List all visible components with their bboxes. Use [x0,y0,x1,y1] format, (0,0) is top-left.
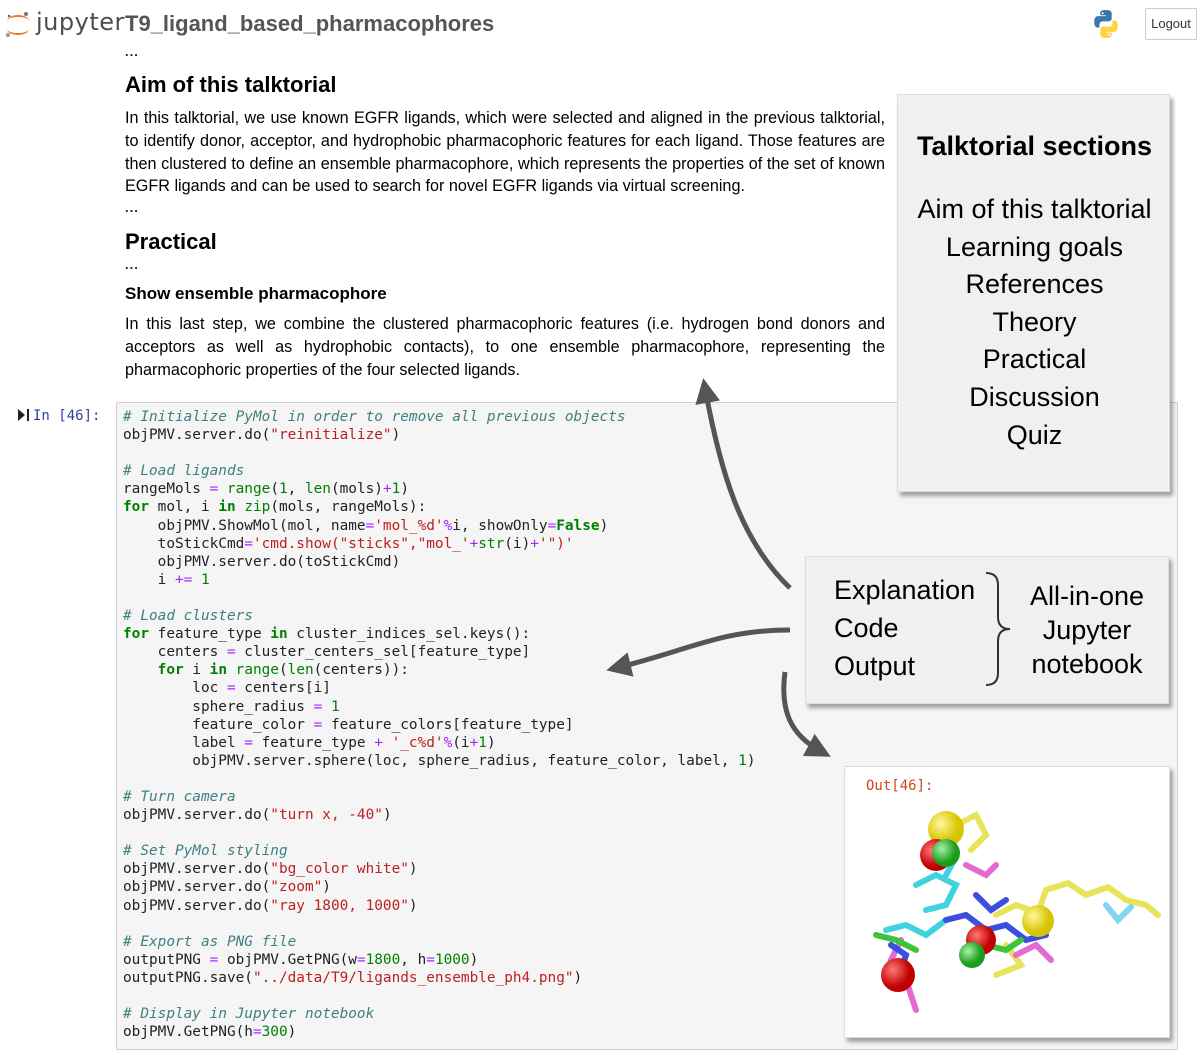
cell-type-output: Output [834,651,916,681]
all-in-one-line3: notebook [1031,649,1143,679]
section-item-practical: Practical [982,344,1087,375]
cell-type-list [834,571,975,685]
show-ensemble-heading: Show ensemble pharmacophore [125,284,387,303]
code-editor[interactable]: # Initialize PyMol in order to remove all previous objects objPMV.server.do("reinitialize") # Load ligands rangeMols = range(1, len(mols)+1) for mol, i in zip(mols, rangeMols): objPMV.ShowMol(mol, name='mol_%d'%i, showOnly=False) toStickCmd='cmd.show("sticks","mol_'+str(i)+'")' objPMV.server.do(toStickCmd) i += 1 # Load clusters for feature_type in cluster_indices_sel.keys(): centers = cluster_centers_sel[feature_type] for i in range(len(centers)): loc = centers[i] sphere_radius = 1 feature_color = feature_colors[feature_type] label = feature_type + '_c%d'%(i+1) objPMV.server.sphere(loc, sphere_radius, feature_color, label, 1) # Turn camera objPMV.server.do("turn x, -40") # Set PyMol styling objPMV.server.do("bg_color white") objPMV.server.do("zoom") objPMV.server.do("ray 1800, 1000") # Export as PNG file outputPNG = objPMV.GetPNG(w=1800, h=1000) outputPNG.save("../data/T9/ligands_ensemble_ph4.png") # Display in Jupyter notebook objPMV.GetPNG(h=300) [123,409,756,1041]
ellipsis: ... [125,44,139,59]
practical-heading: Practical [125,229,217,254]
acceptor-sphere [881,958,915,992]
aim-heading: Aim of this talktorial [125,72,337,97]
ensemble-pharmacophore-image [846,795,1168,1035]
jupyter-brand[interactable]: jupyter [36,8,125,36]
section-item-learning-goals: Learning goals [945,231,1124,262]
sections-list [898,191,1171,454]
aim-paragraph: In this talktorial, we use known EGFR ligands, which were selected and aligned in the previous talktorial, to identify donor, acceptor, and hydrophobic pharmacophoric features for each ligand. Those features are then clustered to define an ensemble pharmacophore, which represents the properties of the set of known EGFR ligands and can be used to search for novel EGFR ligands via virtual screening. [125,109,885,196]
section-item-aim: Aim of this talktorial [917,194,1152,224]
logout-button[interactable]: Logout [1145,8,1197,40]
notebook-structure-box [805,556,1169,704]
cell-type-code: Code [834,613,899,643]
jupyter-logo-icon[interactable] [4,10,32,40]
donor-sphere [959,942,985,968]
output-prompt: Out[46]: [866,778,934,794]
section-item-references: References [965,269,1104,300]
right-brace-icon [984,571,1014,687]
section-item-theory: Theory [992,306,1077,337]
all-in-one-line2: Jupyter [1042,615,1132,645]
ellipsis: ... [125,200,139,215]
ellipsis: ... [125,257,139,272]
show-ensemble-paragraph: In this last step, we combine the clustered pharmacophoric features (i.e. hydrogen bond donors and acceptors as well as hydrophobic contacts), to one ensemble pharmacophore, representing the pharmacophoric properties of the four selected ligands. [125,315,885,379]
notebook-title[interactable]: T9_ligand_based_pharmacophores [125,11,495,36]
talktorial-sections-box [897,94,1170,492]
hydrophobic-sphere [1022,905,1054,937]
sections-title: Talktorial sections [916,131,1153,161]
all-in-one-line1: All-in-one [1029,581,1145,611]
input-prompt[interactable] [18,408,100,424]
donor-sphere [932,839,960,867]
section-item-discussion: Discussion [969,381,1100,412]
python-logo-icon [1090,8,1122,40]
all-in-one-label [1018,579,1156,681]
cell-type-explanation: Explanation [834,575,976,605]
input-prompt-label: In [46]: [33,408,101,424]
run-cell-icon[interactable] [18,409,25,421]
run-cell-bar-icon [27,409,29,421]
section-item-quiz: Quiz [1006,419,1063,450]
